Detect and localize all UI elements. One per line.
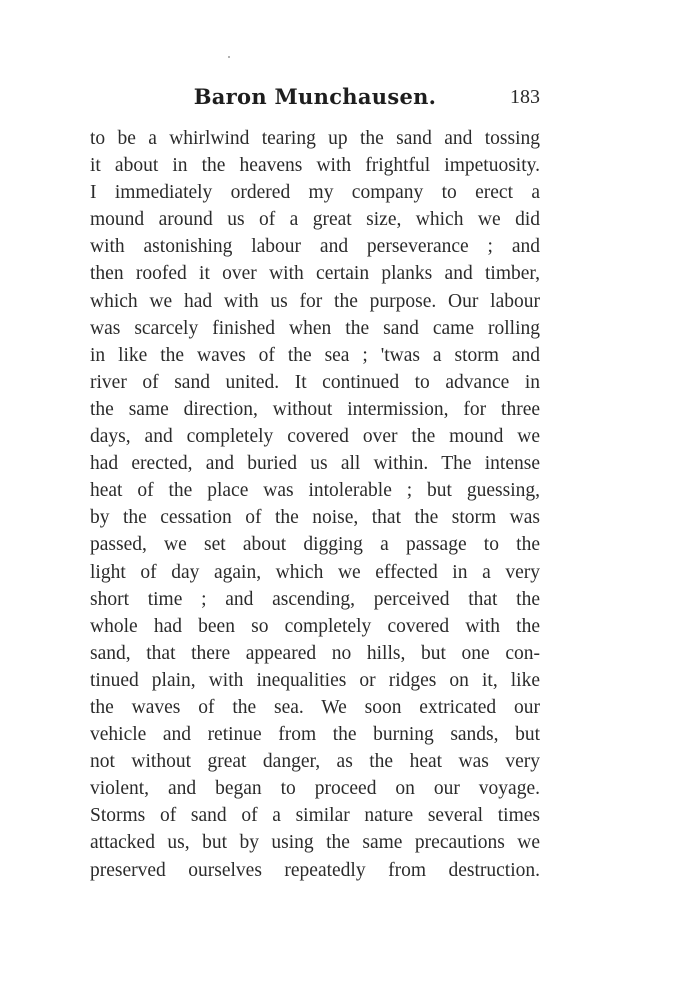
text-line: violent, and began to proceed on our voyage. — [90, 778, 540, 800]
text-line: was scarcely finished when the sand came rolling — [90, 317, 540, 339]
text-line: the same direction, without intermission, for three — [90, 398, 540, 420]
text-line: Storms of sand of a similar nature several times — [90, 805, 540, 827]
text-line: in like the waves of the sea ; 'twas a storm and — [90, 344, 540, 366]
running-head — [90, 82, 540, 118]
text-line: attacked us, but by using the same precautions we — [90, 832, 540, 854]
text-line: river of sand united. It continued to advance in — [90, 371, 540, 393]
text-line: not without great danger, as the heat was very — [90, 751, 540, 773]
text-line: tinued plain, with inequalities or ridges on it, like — [90, 669, 540, 691]
text-line: which we had with us for the purpose. Our labour — [90, 290, 540, 312]
text-line: light of day again, which we effected in a very — [90, 561, 540, 583]
text-line: to be a whirlwind tearing up the sand and tossing — [90, 128, 540, 149]
text-line: sand, that there appeared no hills, but one con- — [90, 642, 540, 664]
text-line: mound around us of a great size, which we did — [90, 209, 540, 231]
text-line: preserved ourselves repeatedly from destruction. — [90, 859, 540, 881]
text-line: the waves of the sea. We soon extricated our — [90, 696, 540, 718]
body-text — [90, 125, 540, 884]
text-line: passed, we set about digging a passage to the — [90, 534, 540, 556]
text-line: heat of the place was intolerable ; but guessing, — [90, 480, 540, 502]
text-line: with astonishing labour and perseverance ; and — [90, 236, 540, 258]
text-line: days, and completely covered over the mound we — [90, 426, 540, 448]
page-number: 183 — [510, 86, 540, 108]
text-line: had erected, and buried us all within. The intense — [90, 453, 540, 475]
text-line: whole had been so completely covered with the — [90, 615, 540, 637]
paper-speck — [228, 56, 230, 58]
text-line: short time ; and ascending, perceived that the — [90, 588, 540, 610]
text-line: I immediately ordered my company to erect a — [90, 182, 540, 204]
text-line: by the cessation of the noise, that the storm was — [90, 507, 540, 529]
text-line: then roofed it over with certain planks and timber, — [90, 263, 540, 285]
text-line: vehicle and retinue from the burning sands, but — [90, 724, 540, 746]
text-line: it about in the heavens with frightful impetuosity. — [90, 155, 540, 177]
running-title: Baron Munchausen. — [193, 84, 437, 109]
